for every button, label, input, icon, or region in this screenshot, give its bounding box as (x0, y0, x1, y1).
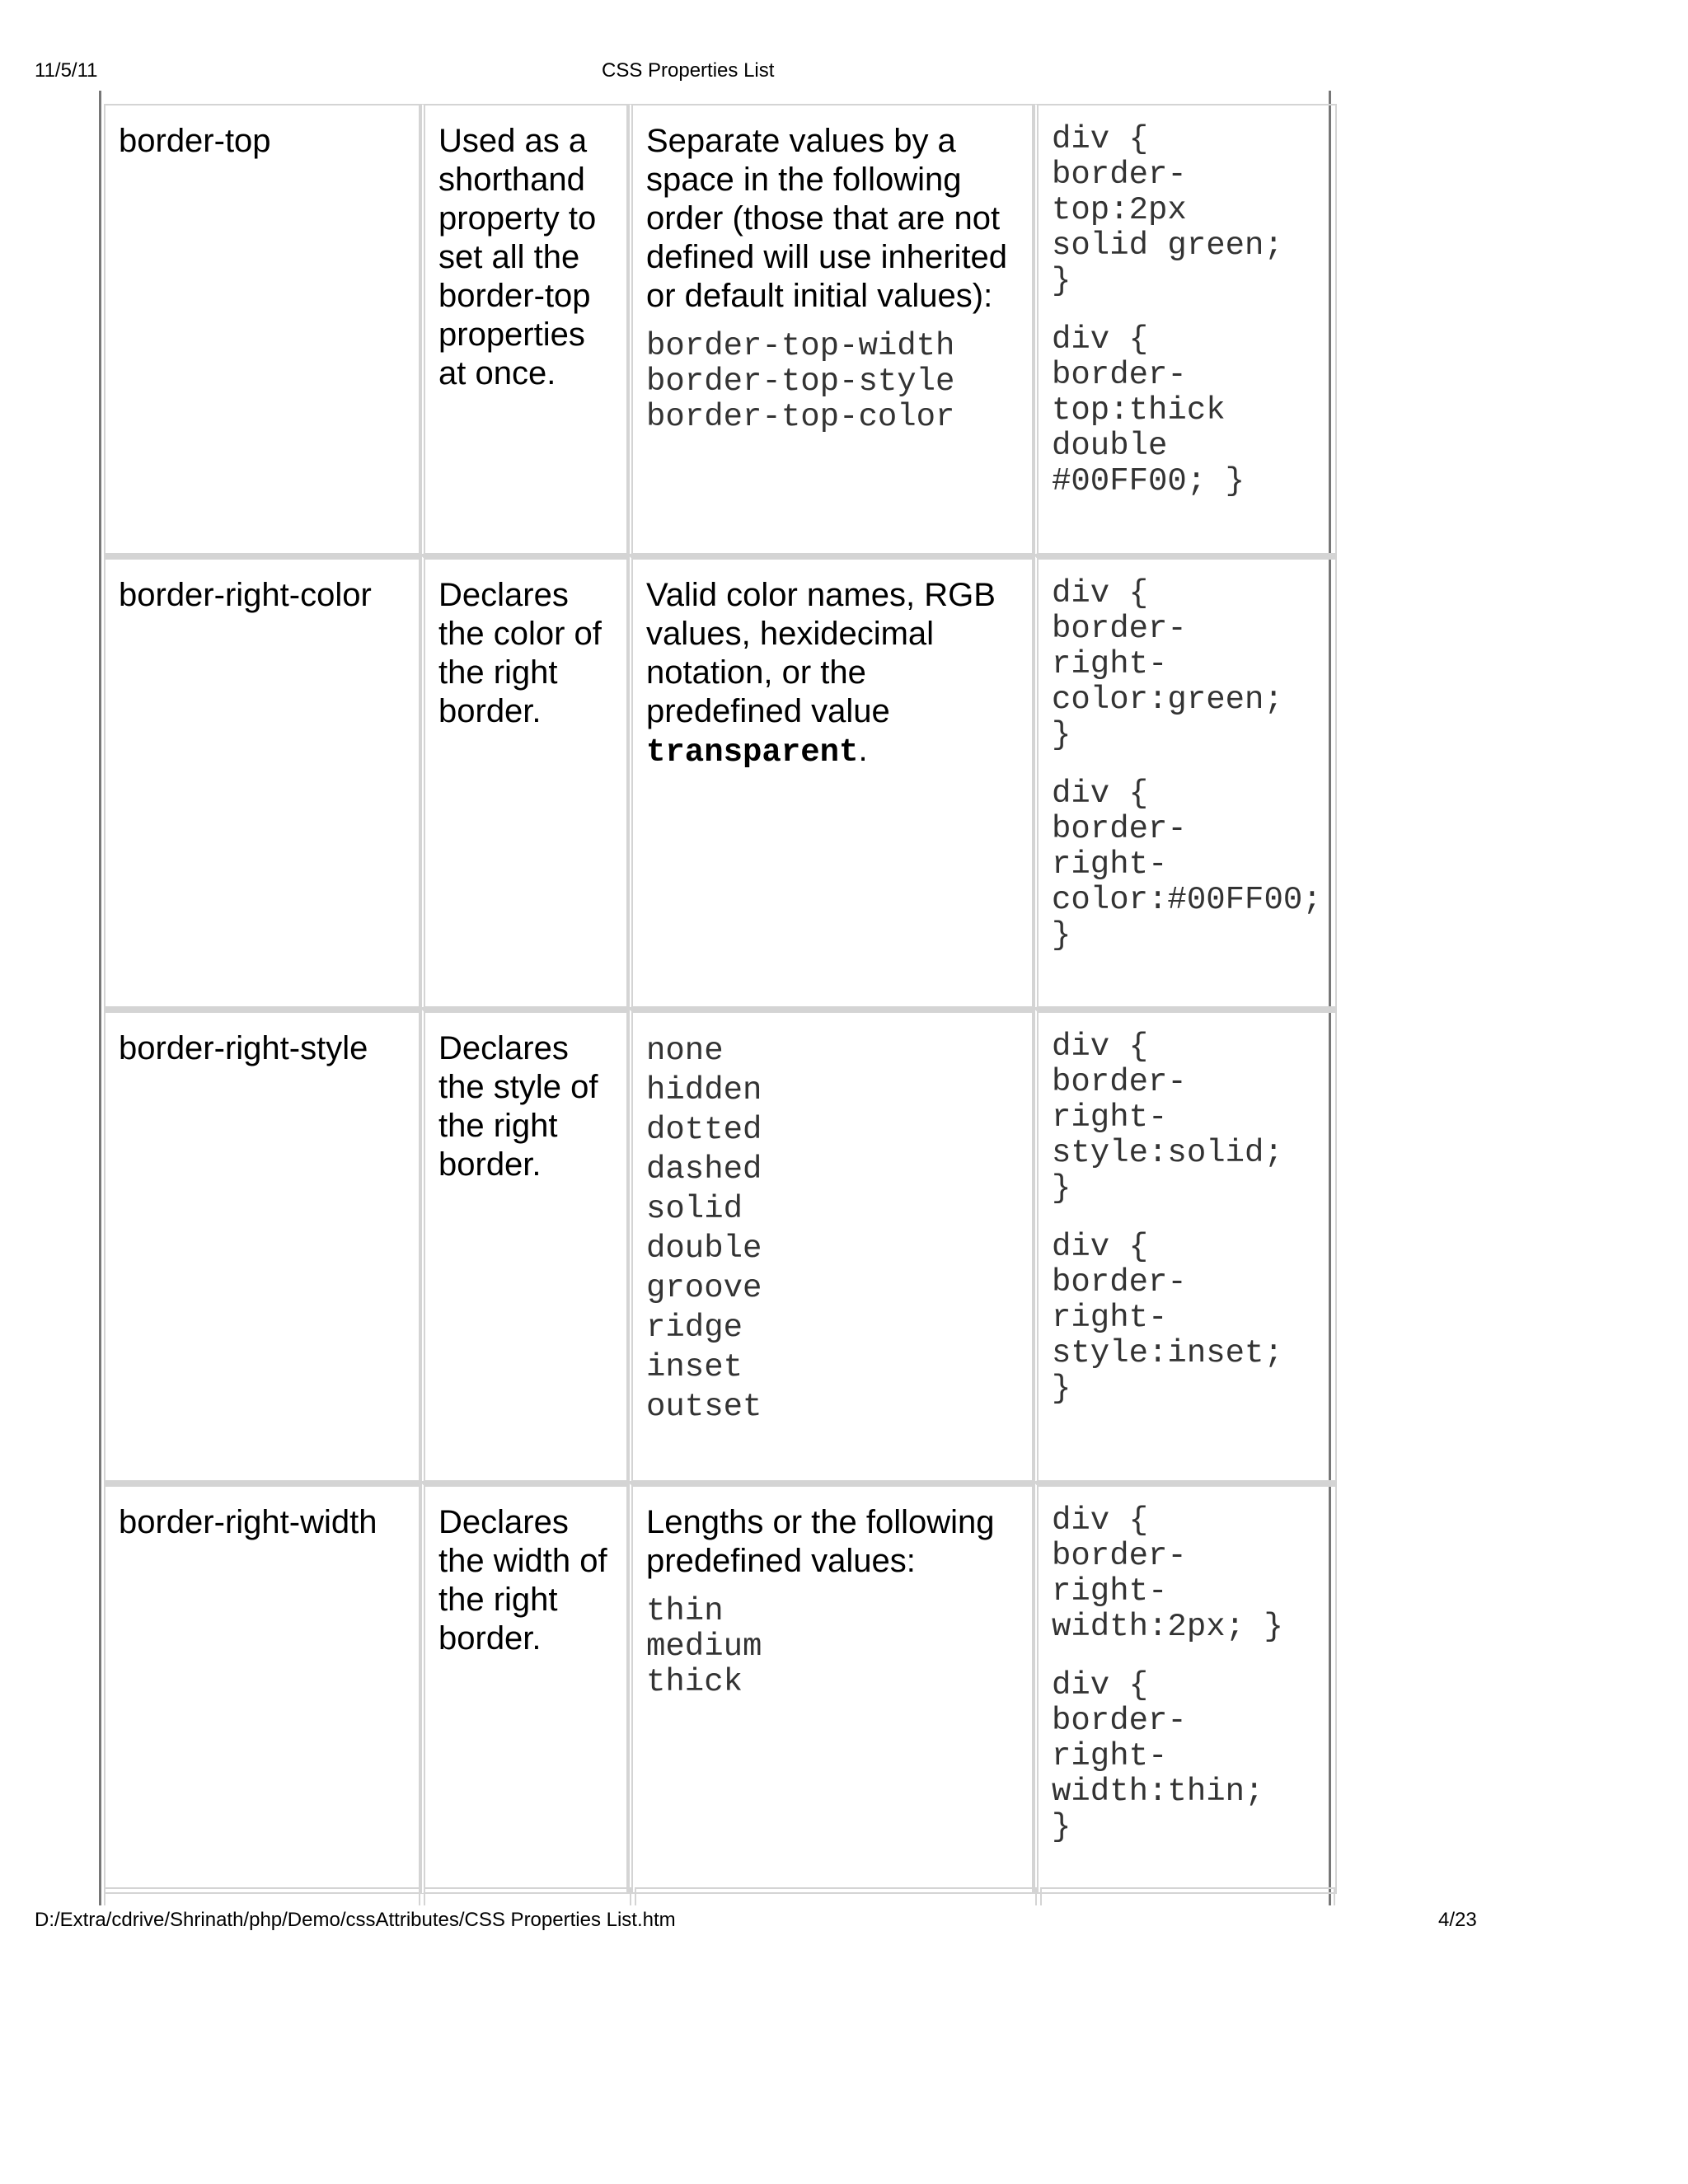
values-list: border-top-width border-top-style border-top-color (646, 328, 955, 435)
example-code: div { border- right- color:#00FF00; } (1052, 776, 1322, 954)
next-row-stub (104, 1887, 420, 1905)
property-values (628, 1008, 1034, 1482)
values-text: Separate values by a space in the following order (those that are not defined will use inherited or default initial values): (646, 123, 1008, 314)
css-properties-table (104, 104, 1337, 1894)
values-list: none hidden dotted dashed solid double groove ridge inset outset (646, 1033, 762, 1425)
values-list: thin medium thick (646, 1593, 762, 1700)
page-header-date: 11/5/11 (35, 59, 98, 82)
example-code: div { border- top:2px solid green; } (1052, 121, 1283, 299)
property-examples (1034, 555, 1337, 1008)
table-row (104, 555, 1337, 1008)
next-row-stub (1040, 1887, 1335, 1905)
values-suffix: . (858, 732, 868, 768)
property-name: border-right-style (104, 1008, 420, 1482)
example-code: div { border- right- style:solid; } (1052, 1029, 1283, 1207)
example-code: div { border- top:thick double #00FF00; } (1052, 321, 1245, 499)
property-name: border-right-color (104, 555, 420, 1008)
table-row (104, 1008, 1337, 1482)
property-description: Declares the width of the right border. (420, 1482, 628, 1894)
example-code: div { border- right- width:thin; } (1052, 1667, 1264, 1845)
property-name: border-top (104, 104, 420, 555)
property-examples (1034, 1482, 1337, 1894)
page-header-title: CSS Properties List (602, 59, 775, 82)
property-values (628, 104, 1034, 555)
property-description: Declares the color of the right border. (420, 555, 628, 1008)
next-row-stub (635, 1887, 1037, 1905)
values-keyword: transparent (646, 734, 859, 771)
page-footer-path: D:/Extra/cdrive/Shrinath/php/Demo/cssAttributes/CSS Properties List.htm (35, 1909, 676, 1931)
property-description: Declares the style of the right border. (420, 1008, 628, 1482)
example-code: div { border- right- style:inset; } (1052, 1229, 1283, 1407)
values-text: Lengths or the following predefined values: (646, 1504, 995, 1579)
page-number: 4/23 (1438, 1909, 1477, 1931)
table-row (104, 1482, 1337, 1894)
property-examples (1034, 1008, 1337, 1482)
property-name: border-right-width (104, 1482, 420, 1894)
example-code: div { border- right- color:green; } (1052, 575, 1283, 753)
next-row-stub (424, 1887, 631, 1905)
property-values (628, 555, 1034, 1008)
example-code: div { border- right- width:2px; } (1052, 1502, 1283, 1645)
table-row (104, 104, 1337, 555)
property-values (628, 1482, 1034, 1894)
property-examples (1034, 104, 1337, 555)
property-description: Used as a shorthand property to set all the border-top properties at once. (420, 104, 628, 555)
values-text: Valid color names, RGB values, hexidecimal notation, or the predefined value (646, 577, 996, 729)
